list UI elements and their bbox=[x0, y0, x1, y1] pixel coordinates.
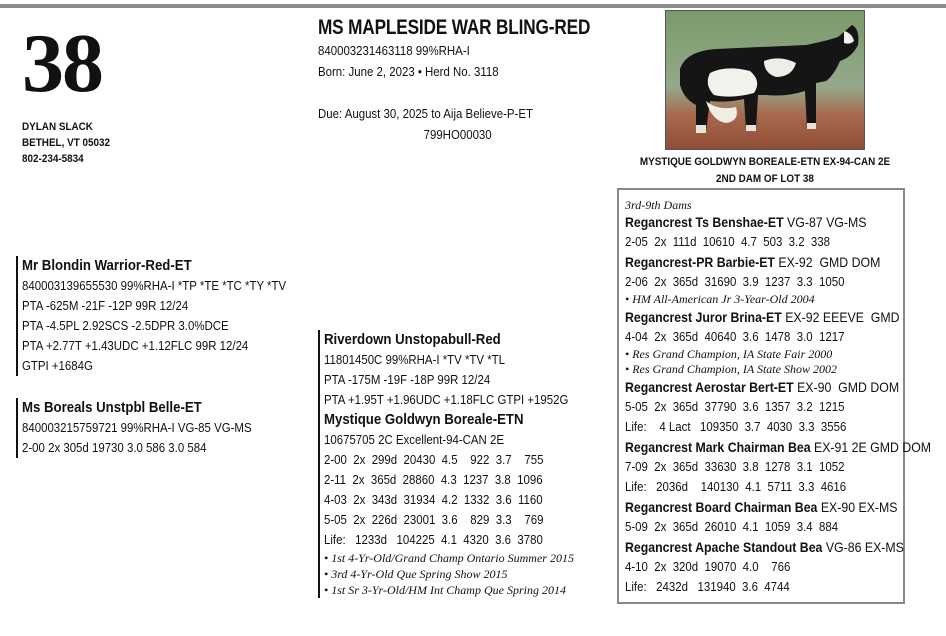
granddam-record: Life: 1233d 104225 4.1 4320 3.6 3780 bbox=[324, 532, 543, 547]
dam-entry-name bbox=[625, 497, 898, 517]
granddam-note: • 3rd 4-Yr-Old Que Spring Show 2015 bbox=[324, 567, 508, 581]
dam-entry-note: • Res Grand Champion, IA State Fair 2000 bbox=[625, 347, 833, 361]
animal-registration: 840003231463118 99%RHA-I bbox=[318, 43, 470, 58]
dam-entry-classification: EX-92 EEEVE GMD bbox=[781, 309, 900, 325]
dam-entry-name bbox=[625, 377, 900, 397]
dam-name: Ms Boreals Unstpbl Belle-ET bbox=[22, 399, 202, 416]
dam-entry-record: 2-05 2x 111d 10610 4.7 503 3.2 338 bbox=[625, 234, 831, 249]
dam-entry-classification: EX-92 GMD DOM bbox=[774, 254, 881, 270]
dam-entry-classification: VG-87 VG-MS bbox=[783, 214, 867, 230]
lot-number: 38 bbox=[22, 17, 102, 110]
animal-name: MS MAPLESIDE WAR BLING-RED bbox=[318, 16, 591, 39]
consignor-city: BETHEL, VT 05032 bbox=[22, 137, 111, 149]
dam-entry-classification: EX-90 EX-MS bbox=[817, 499, 898, 515]
animal-born: Born: June 2, 2023 • Herd No. 3118 bbox=[318, 64, 499, 79]
granddam-note: • 1st Sr 3-Yr-Old/HM Int Champ Que Spring 2014 bbox=[324, 583, 566, 597]
granddam-record: 2-00 2x 299d 20430 4.5 922 3.7 755 bbox=[324, 452, 544, 467]
dams-heading: 3rd-9th Dams bbox=[625, 198, 692, 212]
dam-entry-name bbox=[625, 252, 881, 272]
dam-entry-record: 5-09 2x 365d 26010 4.1 1059 3.4 884 bbox=[625, 519, 839, 534]
dam-entry-name bbox=[625, 437, 932, 457]
maternal-block bbox=[318, 330, 602, 598]
dam-entry-classification: VG-86 EX-MS bbox=[822, 539, 904, 555]
photo-caption-name: MYSTIQUE GOLDWYN BOREALE-ETN EX-94-CAN 2E bbox=[639, 156, 891, 168]
dam-entry-title: Regancrest Apache Standout Bea bbox=[625, 539, 823, 555]
granddam-name: Mystique Goldwyn Boreale-ETN bbox=[324, 411, 524, 428]
dams-list bbox=[625, 212, 932, 597]
consignor-name: DYLAN SLACK bbox=[22, 121, 93, 133]
mgs-line: PTA +1.95T +1.96UDC +1.18FLC GTPI +1952G bbox=[324, 392, 569, 407]
sire-line: 840003139655530 99%RHA-I *TP *TE *TC *TY *TV bbox=[22, 278, 287, 293]
granddam-record: 5-05 2x 226d 23001 3.6 829 3.3 769 bbox=[324, 512, 544, 527]
dam-entry-title: Regancrest Ts Benshae-ET bbox=[625, 214, 784, 230]
top-rule bbox=[0, 4, 946, 8]
sire-line: GTPI +1684G bbox=[22, 358, 93, 373]
dam-entry-classification: EX-90 GMD DOM bbox=[793, 379, 900, 395]
dam-entry-title: Regancrest Aerostar Bert-ET bbox=[625, 379, 794, 395]
dams-box bbox=[617, 188, 932, 604]
dam-entry-note: • Res Grand Champion, IA State Show 2002 bbox=[625, 362, 837, 376]
dam-line: 2-00 2x 305d 19730 3.0 586 3.0 584 bbox=[22, 440, 207, 455]
animal-due-sire-reg: 799HO00030 bbox=[423, 127, 492, 142]
animal-due: Due: August 30, 2025 to Aija Believe-P-ET bbox=[318, 106, 533, 121]
dam-entry-title: Regancrest-PR Barbie-ET bbox=[625, 254, 775, 270]
mgs-line: 11801450C 99%RHA-I *TV *TV *TL bbox=[324, 352, 506, 367]
sire-line: PTA -4.5PL 2.92SCS -2.5DPR 3.0%DCE bbox=[22, 318, 229, 333]
photo-caption bbox=[610, 154, 920, 188]
dam-entry-title: Regancrest Juror Brina-ET bbox=[625, 309, 782, 325]
dam-entry-record: 2-06 2x 365d 31690 3.9 1237 3.3 1050 bbox=[625, 274, 845, 289]
mgs-line: PTA -175M -19F -18P 99R 12/24 bbox=[324, 372, 491, 387]
sire-line: PTA +2.77T +1.43UDC +1.12FLC 99R 12/24 bbox=[22, 338, 249, 353]
dam-entry-record: Life: 2432d 131940 3.6 4744 bbox=[625, 579, 790, 594]
dam-entry-title: Regancrest Mark Chairman Bea bbox=[625, 439, 811, 455]
dam-entry-classification: EX-91 2E GMD DOM bbox=[810, 439, 932, 455]
dam-entry-note: • HM All-American Jr 3-Year-Old 2004 bbox=[625, 292, 815, 306]
granddam-record: 4-03 2x 343d 31934 4.2 1332 3.6 1160 bbox=[324, 492, 543, 507]
dam-entry-name bbox=[625, 307, 900, 327]
cow-photo bbox=[665, 10, 865, 150]
granddam-note: • 1st 4-Yr-Old/Grand Champ Ontario Summer 2015 bbox=[324, 551, 574, 565]
sire-name: Mr Blondin Warrior-Red-ET bbox=[22, 257, 192, 274]
dam-entry-record: 4-04 2x 365d 40640 3.6 1478 3.0 1217 bbox=[625, 329, 845, 344]
consignor-phone: 802-234-5834 bbox=[22, 153, 84, 165]
dam-entry-record: Life: 2036d 140130 4.1 5711 3.3 4616 bbox=[625, 479, 847, 494]
granddam-line: 10675705 2C Excellent-94-CAN 2E bbox=[324, 432, 504, 447]
sire-line: PTA -625M -21F -12P 99R 12/24 bbox=[22, 298, 189, 313]
dam-entry-name bbox=[625, 537, 904, 557]
sire-block bbox=[16, 256, 322, 376]
dam-entry-record: Life: 4 Lact 109350 3.7 4030 3.3 3556 bbox=[625, 419, 847, 434]
holstein-cow-image bbox=[666, 11, 864, 149]
dam-entry-record: 7-09 2x 365d 33630 3.8 1278 3.1 1052 bbox=[625, 459, 845, 474]
photo-caption-relation: 2ND DAM OF LOT 38 bbox=[716, 173, 814, 185]
granddam-record: 2-11 2x 365d 28860 4.3 1237 3.8 1096 bbox=[324, 472, 543, 487]
dam-line: 840003215759721 99%RHA-I VG-85 VG-MS bbox=[22, 420, 252, 435]
dam-entry-title: Regancrest Board Chairman Bea bbox=[625, 499, 818, 515]
animal-header bbox=[318, 16, 650, 145]
dam-entry-record: 5-05 2x 365d 37790 3.6 1357 3.2 1215 bbox=[625, 399, 845, 414]
mgs-name: Riverdown Unstopabull-Red bbox=[324, 331, 501, 348]
consignor-block bbox=[22, 119, 120, 167]
dam-block bbox=[16, 398, 283, 458]
dam-entry-name bbox=[625, 212, 870, 232]
dam-entry-record: 4-10 2x 320d 19070 4.0 766 bbox=[625, 559, 791, 574]
